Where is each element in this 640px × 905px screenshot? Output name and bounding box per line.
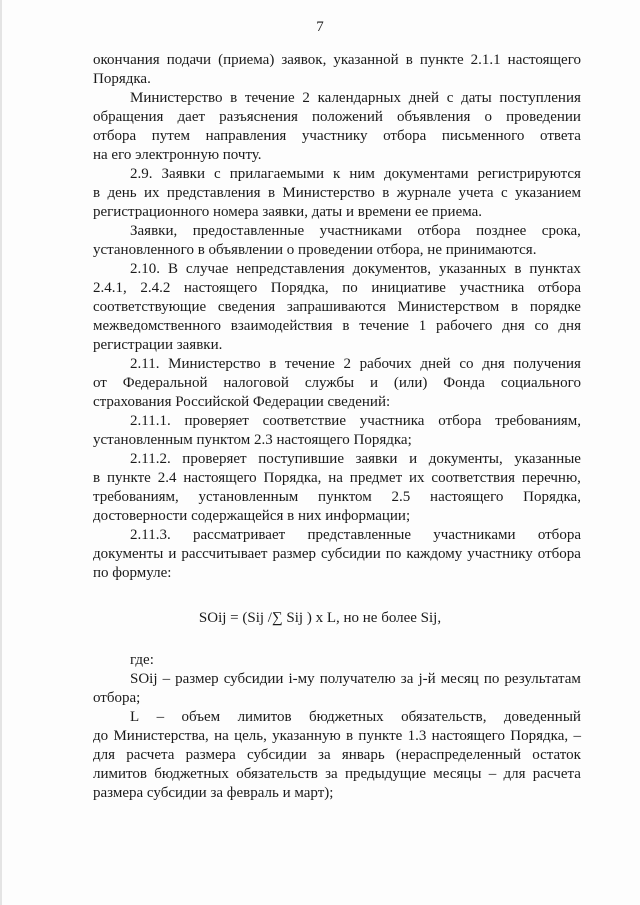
paragraph xyxy=(93,651,581,670)
paragraph xyxy=(93,450,581,526)
text-line: по формуле: xyxy=(93,565,172,581)
paragraph xyxy=(93,89,581,165)
text-line: SOij – размер субсидии i-му получателю за j-й месяц по результатам xyxy=(130,671,581,687)
text-line: требованиям, установленным пунктом 2.5 настоящего Порядка, xyxy=(93,489,581,505)
text-line: Порядка. xyxy=(93,71,151,87)
paragraph xyxy=(93,526,581,583)
text-line: достоверности содержащейся в них информации; xyxy=(93,508,411,524)
text-line: L – объем лимитов бюджетных обязательств, доведенный xyxy=(130,709,581,725)
text-line: 2.11.1. проверяет соответствие участника отбора требованиям, xyxy=(130,413,581,429)
text-line: от Федеральной налоговой службы и (или) Фонда социального xyxy=(93,375,581,391)
text-line: установленного в объявлении о проведении отбора, не принимаются. xyxy=(93,242,537,258)
text-line: установленным пунктом 2.3 настоящего Порядка; xyxy=(93,432,412,448)
text-line: регистрации заявки. xyxy=(93,337,223,353)
text-line: страхования Российской Федерации сведений: xyxy=(93,394,391,410)
paragraph xyxy=(93,708,581,803)
paragraph xyxy=(93,355,581,412)
text-line: лимитов бюджетных обязательств за предыдущие месяцы – для расчета xyxy=(93,766,581,782)
text-line: регистрационного номера заявки, даты и времени ее приема. xyxy=(93,204,483,220)
text-line: обращения дает разъяснения положений объявления о проведении xyxy=(93,109,581,125)
text-line: отбора; xyxy=(93,690,141,706)
text-line: в день их представления в Министерство в журнале учета с указанием xyxy=(93,185,581,201)
paragraph xyxy=(93,260,581,355)
text-line: соответствующие сведения запрашиваются Министерством в порядке xyxy=(93,299,581,315)
text-line: Министерство в течение 2 календарных дней с даты поступления xyxy=(130,90,581,106)
body-text-bottom xyxy=(93,651,581,803)
text-line: в пункте 2.4 настоящего Порядка, на предмет их соответствия перечню, xyxy=(93,470,581,486)
text-line: 2.11.3. рассматривает представленные участниками отбора xyxy=(130,527,581,543)
text-line: 2.11. Министерство в течение 2 рабочих дней со дня получения xyxy=(130,356,581,372)
text-line: 2.11.2. проверяет поступившие заявки и документы, указанные xyxy=(130,451,581,467)
subsidy-formula: SOij = (Sij /∑ Sij ) x L, но не более Sij, xyxy=(198,610,442,626)
text-line: где: xyxy=(130,652,154,668)
page-number: 7 xyxy=(316,19,324,35)
paragraph xyxy=(93,222,581,260)
paragraph xyxy=(93,670,581,708)
paragraph xyxy=(93,51,581,89)
text-line: окончания подачи (приема) заявок, указанной в пункте 2.1.1 настоящего xyxy=(93,52,581,68)
text-line: размера субсидии за февраль и март); xyxy=(93,785,334,801)
body-text-top xyxy=(93,51,581,583)
text-line: межведомственного взаимодействия в течение 1 рабочего дня со дня xyxy=(93,318,581,334)
paragraph xyxy=(93,412,581,450)
text-line: 2.10. В случае непредставления документов, указанных в пунктах xyxy=(130,261,581,277)
text-line: для расчета размера субсидии за январь (нераспределенный остаток xyxy=(93,747,581,763)
text-line: отбора путем направления участнику отбора письменного ответа xyxy=(93,128,581,144)
page-edge-shadow xyxy=(0,0,2,905)
text-line: на его электронную почту. xyxy=(93,147,262,163)
text-line: 2.9. Заявки с прилагаемыми к ним документами регистрируются xyxy=(130,166,581,182)
text-line: до Министерства, на цель, указанную в пункте 1.3 настоящего Порядка, – xyxy=(93,728,581,744)
text-line: 2.4.1, 2.4.2 настоящего Порядка, по инициативе участника отбора xyxy=(93,280,581,296)
text-line: Заявки, предоставленные участниками отбора позднее срока, xyxy=(130,223,581,239)
paragraph xyxy=(93,165,581,222)
text-line: документы и рассчитывает размер субсидии по каждому участнику отбора xyxy=(93,546,581,562)
